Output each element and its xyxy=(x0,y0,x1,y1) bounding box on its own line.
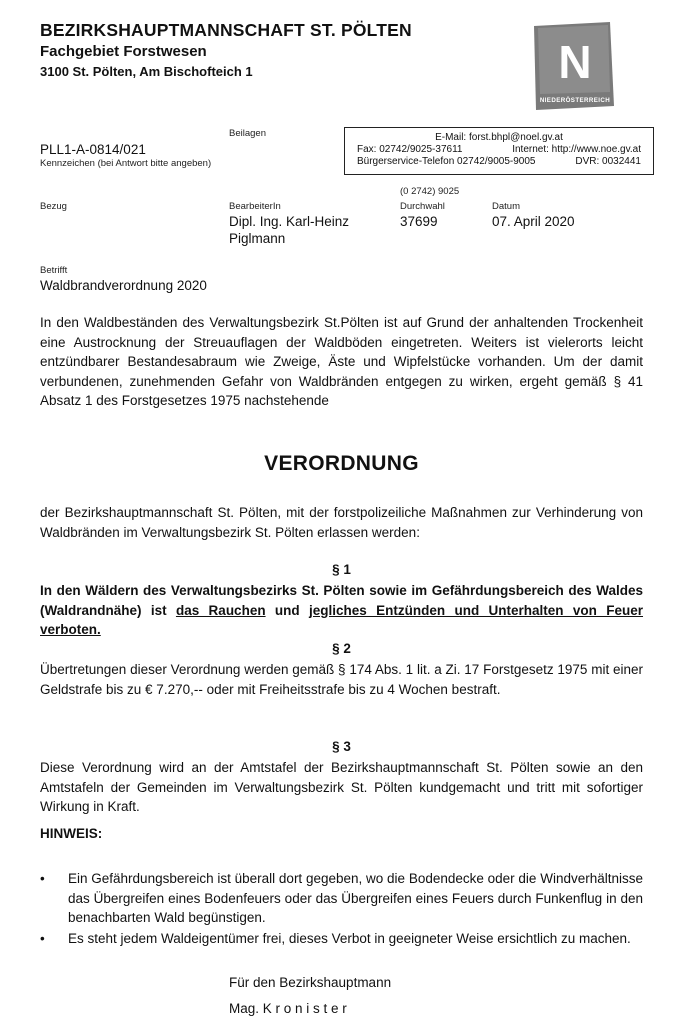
contact-internet: Internet: http://www.noe.gv.at xyxy=(512,144,641,155)
hinweis-item xyxy=(40,929,643,949)
bearbeiter-name-line2: Piglmann xyxy=(229,231,286,246)
hinweis-label: HINWEIS: xyxy=(40,826,103,841)
datum-value: 07. April 2020 xyxy=(492,214,575,229)
betrifft-label: Betrifft xyxy=(40,265,68,276)
betrifft-value: Waldbrandverordnung 2020 xyxy=(40,278,207,293)
department-name: Fachgebiet Forstwesen xyxy=(40,43,207,60)
contact-box xyxy=(344,127,654,175)
contact-service-phone: Bürgerservice-Telefon 02742/9005-9005 xyxy=(357,156,536,167)
kennzeichen-value: PLL1-A-0814/021 xyxy=(40,142,146,157)
hinweis-item-text: Ein Gefährdungsbereich ist überall dort gegeben, wo die Bodendecke oder die Windverhältnisse das Übergreifen eines Bodenfeuers oder das Übergreifen eines Feuers durch Funkenflug in den benachbarten Wald begünstigen. xyxy=(68,871,643,925)
noe-logo xyxy=(528,22,616,110)
section-1-heading: § 1 xyxy=(332,562,351,577)
authority-address: 3100 St. Pölten, Am Bischofteich 1 xyxy=(40,64,253,79)
closing-line: Für den Bezirkshauptmann xyxy=(229,975,392,990)
kennzeichen-label: Kennzeichen (bei Antwort bitte angeben) xyxy=(40,158,212,169)
section-3-heading: § 3 xyxy=(332,739,351,754)
section-2-heading: § 2 xyxy=(332,641,351,656)
contact-dvr: DVR: 0032441 xyxy=(575,156,641,167)
phone-prefix: (0 2742) 9025 xyxy=(400,186,460,197)
authority-title: BEZIRKSHAUPTMANNSCHAFT ST. PÖLTEN xyxy=(40,20,412,40)
section-1-smoking: das Rauchen xyxy=(175,602,266,618)
beilagen-label: Beilagen xyxy=(229,128,266,139)
signature-name: Mag. K r o n i s t e r xyxy=(229,1001,347,1016)
intro-paragraph: In den Waldbeständen des Verwaltungsbezirk St.Pölten ist auf Grund der anhaltenden Trockenheit eine Austrocknung der Streuauflagen der Waldböden eingetreten. Weiters ist vielerorts leicht entzündbarer Bestandesabraum wie Zweige, Äste und Wipfelstücke vorhanden. Um der damit verbundenen, zunehmenden Gefahr von Waldbränden entgegen zu wirken, ergeht gemäß § 41 Absatz 1 des Forstgesetzes 1975 nachstehende xyxy=(40,315,643,408)
logo-text: NIEDERÖSTERREICH xyxy=(539,97,611,104)
bezug-label: Bezug xyxy=(40,201,67,212)
section-3-text: Diese Verordnung wird an der Amtstafel der Bezirkshauptmannschaft St. Pölten sowie an den Amtstafeln der Gemeinden im Verwaltungsbezirk St. Pölten kundgemacht und tritt mit sofortiger Wirkung in Kraft. xyxy=(40,760,643,814)
datum-label: Datum xyxy=(492,201,520,212)
logo-letter: N xyxy=(558,36,592,88)
durchwahl-label: Durchwahl xyxy=(400,201,445,212)
bullet-mark: • xyxy=(40,871,45,886)
contact-email: E-Mail: forst.bhpl@noel.gv.at xyxy=(435,132,563,143)
section-1-text-a: In den Wäldern des Verwaltungsbezirks St. Pölten sowie im Gefährdungsbereich des Waldes (Waldrandnähe) ist xyxy=(40,583,643,618)
bullet-mark: • xyxy=(40,931,45,946)
section-2-text: Übertretungen dieser Verordnung werden gemäß § 174 Abs. 1 lit. a Zi. 17 Forstgesetz 1975 mit einer Geldstrafe bis zu € 7.270,-- oder mit Freiheitsstrafe bis zu 4 Wochen bestraft. xyxy=(40,662,643,697)
section-1-text xyxy=(40,581,643,640)
verordnung-heading: VERORDNUNG xyxy=(264,452,419,475)
bearbeiter-label: BearbeiterIn xyxy=(229,201,281,212)
durchwahl-value: 37699 xyxy=(400,214,438,229)
section-1-fire-ban: jegliches Entzünden und Unterhalten von Feuer verboten. xyxy=(40,602,644,637)
hinweis-item xyxy=(40,869,643,928)
bearbeiter-name-line1: Dipl. Ing. Karl-Heinz xyxy=(229,214,350,229)
noe-logo-icon xyxy=(528,22,616,110)
preamble-paragraph: der Bezirkshauptmannschaft St. Pölten, mit der forstpolizeiliche Maßnahmen zur Verhinderung von Waldbränden im Verwaltungsbezirk St. Pölten erlassen werden: xyxy=(40,505,643,540)
section-1-text-b: und xyxy=(265,602,310,618)
hinweis-item-text: Es steht jedem Waldeigentümer frei, dieses Verbot in geeigneter Weise ersichtlich zu machen. xyxy=(68,931,631,946)
contact-fax: Fax: 02742/9025-37611 xyxy=(357,144,463,155)
